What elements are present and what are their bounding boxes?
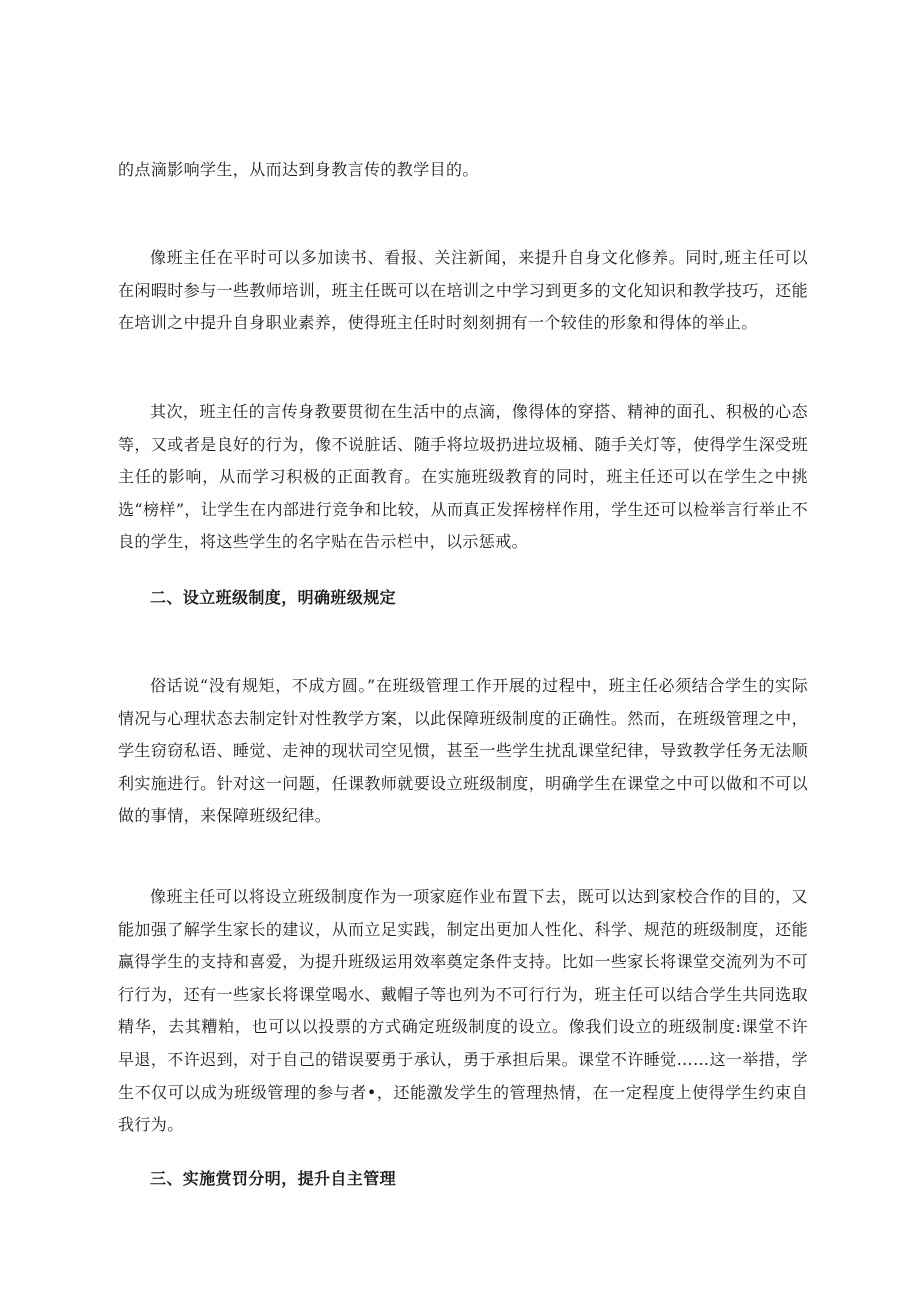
- paragraph-homework-rules: 像班主任可以将设立班级制度作为一项家庭作业布置下去，既可以达到家校合作的目的，又能加强了解学生家长的建议，从而立足实践，制定出更加人性化、科学、规范的班级制度，还能赢得学生的支持和喜爱，为提升班级运用效率奠定条件支持。比如一些家长将课堂交流列为不可行行为，还有一些家长将课堂喝水、戴帽子等也列为不可行行为，班主任可以结合学生共同选取精华，去其糟粕，也可以以投票的方式确定班级制度的设立。像我们设立的班级制度:课堂不许早退，不许迟到，对于自己的错误要勇于承认，勇于承担后果。课堂不许睡觉……这一举措，学生不仅可以成为班级管理的参与者•，还能激发学生的管理热情，在一定程度上使得学生约束自我行为。: [118, 887, 808, 1135]
- paragraph-continued: 的点滴影响学生，从而达到身教言传的教学目的。: [118, 160, 479, 179]
- paragraph-class-rules: 俗话说“没有规矩，不成方圆。”在班级管理工作开展的过程中，班主任必须结合学生的实际情况与心理状态去制定针对性教学方案，以此保障班级制度的正确性。然而，在班级管理之中，学生窃窃私语、睡觉、走神的现状司空见惯，甚至一些学生扰乱课堂纪律，导致教学任务无法顺利实施进行。针对这一问题，任课教师就要设立班级制度，明确学生在课堂之中可以做和不可以做的事情，来保障班级纪律。: [118, 676, 808, 826]
- section-heading-3: 三、实施赏罚分明，提升自主管理: [150, 1169, 397, 1188]
- paragraph-self-improvement: 像班主任在平时可以多加读书、看报、关注新闻，来提升自身文化修养。同时,班主任可以在闲暇时参与一些教师培训，班主任既可以在培训之中学习到更多的文化知识和教学技巧，还能在培训之中提升自身职业素养，使得班主任时时刻刻拥有一个较佳的形象和得体的举止。: [118, 248, 808, 333]
- paragraph-role-model: 其次，班主任的言传身教要贯彻在生活中的点滴，像得体的穿搭、精神的面孔、积极的心态等，又或者是良好的行为，像不说脏话、随手将垃圾扔进垃圾桶、随手关灯等，使得学生深受班主任的影响，从而学习积极的正面教育。在实施班级教育的同时，班主任还可以在学生之中挑选“榜样”，让学生在内部进行竞争和比较，从而真正发挥榜样作用，学生还可以检举言行举止不良的学生，将这些学生的名字贴在告示栏中，以示惩戒。: [118, 402, 808, 552]
- section-heading-2: 二、设立班级制度，明确班级规定: [150, 588, 397, 607]
